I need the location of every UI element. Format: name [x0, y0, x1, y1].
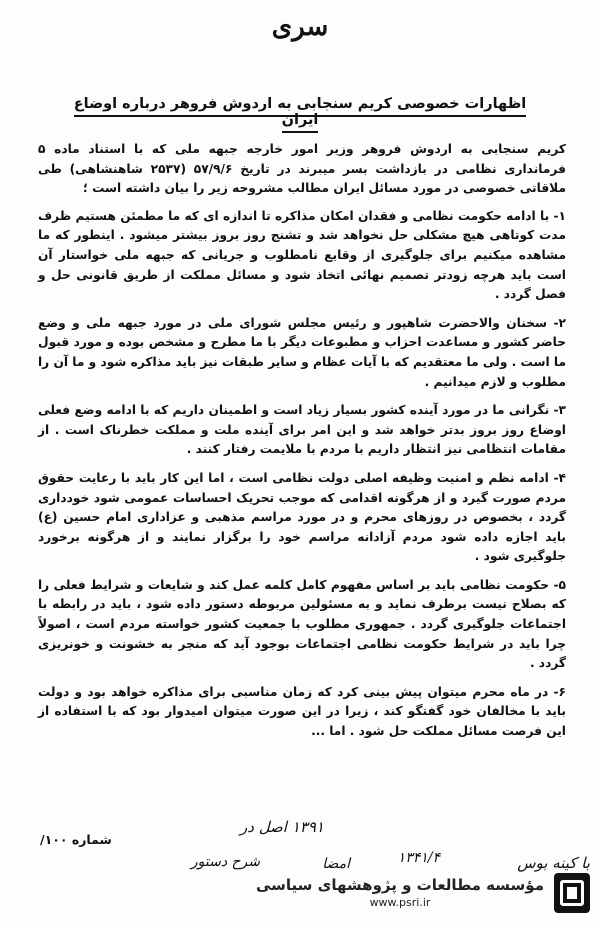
- classification-heading: سری: [271, 12, 329, 42]
- document-title: [60, 96, 540, 128]
- copies-number: شماره ۱۰۰/: [40, 832, 112, 847]
- numbered-item-6: ۶- در ماه محرم میتوان پیش بینی کرد که زمان مناسبی برای مذاکره خواهد بود و دولت باید با مخالفان خود گفتگو کند ، زیرا در این صورت میتوان امیدوار بود که با استفاده از این فرصت مسائل مملکت حل شود . اما ...: [38, 684, 566, 739]
- watermark-url: www.psri.ir: [369, 896, 431, 909]
- institute-logo-icon: [554, 873, 590, 913]
- watermark-organization: مؤسسه مطالعات و پژوهشهای سیاسی: [255, 876, 544, 894]
- signature-1: با کینه بوس: [517, 854, 590, 872]
- document-title-text: اظهارات خصوصی کریم سنجابی به اردوش فروهر درباره اوضاع ایران: [74, 96, 526, 133]
- logo-center-shape: [567, 887, 577, 899]
- numbered-item-4: ۴- ادامه نظم و امنیت وظیفه اصلی دولت نظامی است ، اما این کار باید با رعایت حقوق مردم صورت گیرد و از هرگونه اقدامی که موجب تحریک احساسات عمومی شود خودداری گردد ، بخصوص در روزهای محرم و در مورد مراسم مذهبی و عزاداری امام حسین (ع) باید اجازه داده شود مردم آزادانه مراسم خود را برگزار نمایند و از هرگونه برخورد جلوگیری شود .: [38, 470, 566, 564]
- document-footer: [0, 818, 600, 927]
- numbered-item-3: ۳- نگرانی ما در مورد آینده کشور بسیار زیاد است و اطمینان داریم که با ادامه وضع فعلی اوضاع روز بروز بدتر خواهد شد و این امر برای آینده ملت و مملکت خطرناک است . از مقامات انتظامی نیز انتظار داریم با مردم با ملایمت رفتار کنند .: [38, 403, 566, 457]
- numbered-item-2: ۲- سخنان والاحضرت شاهپور و رئیس مجلس شورای ملی در مورد جبهه ملی و وضع حاضر کشور و مساعدت احزاب و مطبوعات دیگر با ما مطرح و مشخص بوده و مورد قبول ما است . ولی ما معتقدیم که با آیات عظام و سایر طبقات نیز باید مذاکره شود و ما آن را مطلوب و لازم میدانیم .: [38, 315, 566, 389]
- document-body: [38, 140, 566, 751]
- intro-paragraph: کریم سنجابی به اردوش فروهر وزیر امور خارجه جبهه ملی که با استناد ماده ۵ فرمانداری نظامی در بازداشت بسر میبرند در تاریخ ۵۷/۹/۶ (۲۵۳۷ شاهنشاهی) طی ملاقاتی خصوصی در مورد مسائل ایران مطالب مشروحه زیر را بیان داشته است ؛: [38, 142, 566, 196]
- numbered-item-1: ۱- با ادامه حکومت نظامی و فقدان امکان مذاکره تا اندازه ای که ما مطمئن هستیم ظرف مدت کوتاهی هیچ مشکلی حل نخواهد شد و تشنج روز بروز بیشتر میشود . اینطور که ما مشاهده میکنیم برای جلوگیری از وقایع نامطلوب و جریانی که جبهه ملی خواستار آن است باید هرچه زودتر تصمیم نهائی اتخاذ شود و مسائل مملکت از طریق قانونی حل و فصل گردد .: [38, 208, 566, 302]
- handwritten-date: ۱۳۹۱ اصل در: [240, 818, 324, 836]
- watermark: [256, 876, 544, 909]
- signature-3: امضا: [322, 856, 350, 872]
- signature-4: شرح دستور: [190, 854, 260, 870]
- numbered-item-5: ۵- حکومت نظامی باید بر اساس مفهوم کامل کلمه عمل کند و شایعات و شرایط فعلی را که بصلاح نیست برطرف نماید و به مسئولین مربوطه دستور داده شود ، باید در رابطه با اجتماعات جلوگیری گردد . جمهوری مطلوب با جمعیت کشور خواسته مردم است ، اصولاً چرا باید در شرایط حکومت نظامی اجتماعات بوجود آید که منجر به خشونت و خونریزی گردد .: [38, 577, 566, 671]
- signature-2: ۱۳۴۱/۴: [397, 850, 440, 866]
